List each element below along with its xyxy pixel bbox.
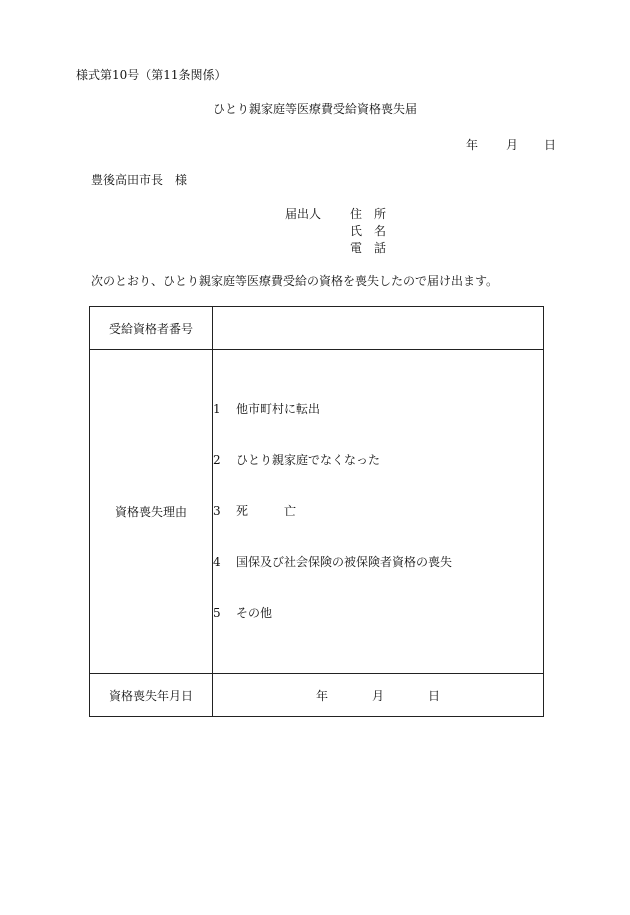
loss-date-year: 年 [315,688,328,703]
loss-reason-label: 資格喪失理由 [90,350,213,674]
list-item[interactable] [213,435,543,486]
reason-number: 3 [213,504,221,518]
list-item[interactable] [213,537,543,588]
submission-year-label: 年 [466,138,479,152]
reason-number: 1 [213,402,221,416]
applicant-label: 届出人 [285,207,322,221]
reason-text: 他市町村に転出 [236,402,321,416]
table-row [90,307,544,350]
reason-text: その他 [236,606,273,620]
submission-month-label: 月 [506,138,519,152]
addressee: 豊後高田市長 様 [91,173,188,187]
loss-date-day: 日 [428,688,441,703]
applicant-phone-label: 電 話 [350,241,387,255]
intro-statement: 次のとおり、ひとり親家庭等医療費受給の資格を喪失したので届け出ます。 [91,274,499,288]
reason-text: ひとり親家庭でなくなった [236,453,381,467]
list-item[interactable] [213,486,543,537]
reason-number: 2 [213,453,221,467]
loss-date-month: 月 [371,688,384,703]
submission-day-label: 日 [544,138,557,152]
applicant-address-label: 住 所 [350,207,387,221]
loss-date-field[interactable] [213,674,544,717]
form-number: 様式第10号（第11条関係） [76,68,227,82]
loss-reason-list [213,350,544,674]
reason-text: 国保及び社会保険の被保険者資格の喪失 [236,555,453,569]
loss-form-table [89,306,544,717]
list-item[interactable] [213,384,543,435]
recipient-number-field[interactable] [213,307,544,350]
document-title: ひとり親家庭等医療費受給資格喪失届 [212,102,417,116]
table-row [90,674,544,717]
reason-text: 死 亡 [236,504,297,518]
table-row [90,350,544,674]
applicant-name-label: 氏 名 [350,224,387,238]
reason-number: 4 [213,555,221,569]
list-item[interactable] [213,588,543,639]
loss-date-label: 資格喪失年月日 [90,674,213,717]
reason-number: 5 [213,606,221,620]
recipient-number-label: 受給資格者番号 [90,307,213,350]
